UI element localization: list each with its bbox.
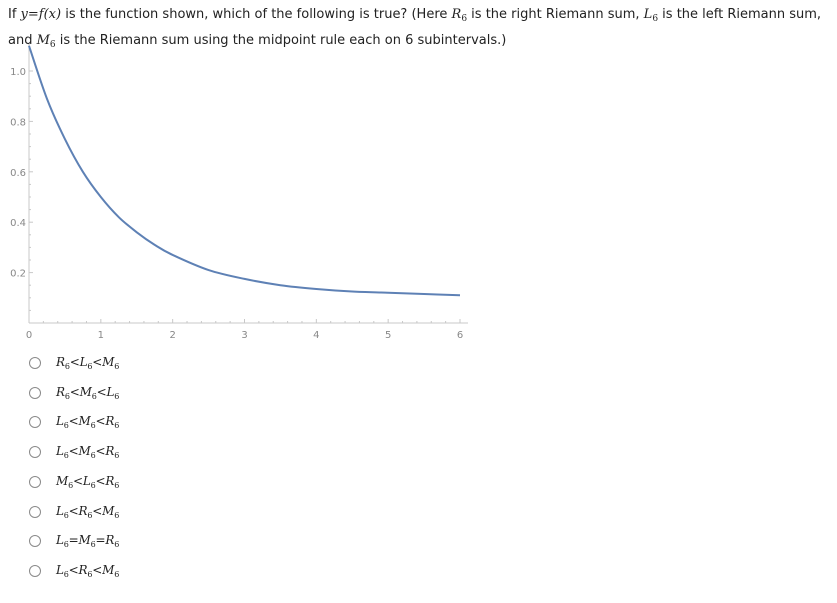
option-label [56,533,119,549]
radio-button[interactable] [29,535,41,547]
question-end: subintervals.) [413,33,507,48]
sum-subscript: 6 [90,480,96,490]
sum-symbol: R [78,562,88,577]
relation-symbol: = [95,533,106,548]
sum-symbol: R [105,473,115,488]
sum-subscript: 6 [63,540,69,550]
answer-option-8[interactable] [29,558,119,584]
answer-option-7[interactable] [29,528,119,554]
sum-symbol: M [79,384,92,399]
x-tick-label: 1 [97,330,105,341]
function-plot [0,44,480,354]
option-label [56,414,119,430]
y-tick-label: 0.8 [10,117,26,129]
sum-subscript: 6 [114,510,120,520]
sum-subscript: 6 [63,510,69,520]
relation-symbol: < [68,562,79,577]
sum-subscript: 6 [114,421,120,431]
option-label [56,385,119,401]
answer-option-3[interactable] [29,409,119,435]
radio-button[interactable] [29,446,41,458]
sum-symbol: L [56,414,64,429]
radio-button[interactable] [29,476,41,488]
sum-subscript: 6 [64,362,70,371]
relation-symbol: < [95,444,106,459]
sum-subscript: 6 [63,569,69,579]
function-expr: y=f(x) [20,7,62,22]
question-part-4: is the Riemann sum using the midpoint rule each on [55,33,406,48]
sum-symbol: M [78,444,91,459]
x-tick-label: 2 [169,330,176,341]
sum-subscript: 6 [90,540,96,550]
sum-symbol: M [102,562,115,577]
sum-symbol: R [105,414,115,429]
option-label [56,474,119,490]
sum-symbol: R [105,444,115,459]
x-tick-label: 3 [241,330,248,341]
right-sum-letter: R [451,7,462,22]
relation-symbol: < [72,473,83,488]
x-tick-label: 5 [384,330,392,341]
relation-symbol: < [95,414,106,429]
answer-option-2[interactable] [29,380,119,406]
question-part-3: is the left Riemann sum, and [8,7,822,48]
sum-subscript: 6 [64,391,70,401]
sum-symbol: R [78,503,88,518]
answer-option-6[interactable] [29,499,119,525]
radio-button[interactable] [29,416,41,428]
sum-subscript: 6 [63,421,69,431]
sum-symbol: R [56,384,65,399]
relation-symbol: < [92,503,103,518]
sum-subscript: 6 [114,362,120,371]
question-intro: If [8,7,21,22]
relation-symbol: < [95,473,106,488]
radio-button[interactable] [29,506,41,518]
left-sum-letter: L [643,7,653,22]
sum-subscript: 6 [87,510,93,520]
sum-symbol: L [106,384,115,399]
x-tick-label: 6 [456,330,464,341]
sum-subscript: 6 [114,391,120,401]
plot-ticks [10,67,463,341]
y-tick-label: 0.4 [10,218,26,230]
sum-symbol: M [78,533,91,548]
sum-subscript: 6 [114,451,120,461]
sum-symbol: M [102,355,115,369]
relation-symbol: < [92,562,103,577]
relation-symbol: < [96,384,107,399]
right-sum-subscript: 6 [461,14,468,24]
answer-option-4[interactable] [29,439,119,465]
option-label [56,563,119,579]
option-label [56,444,119,460]
relation-symbol: < [69,355,80,369]
relation-symbol: < [68,444,79,459]
option-label [56,504,119,520]
radio-button[interactable] [29,565,41,577]
x-tick-label: 0 [25,330,33,341]
sum-symbol: R [105,533,115,548]
answer-option-5[interactable] [29,469,119,495]
option-label [56,355,119,371]
sum-symbol: L [56,444,64,459]
answer-option-1[interactable] [29,350,119,376]
relation-symbol: = [68,533,79,548]
relation-symbol: < [68,414,79,429]
plot-axes [29,44,468,323]
sum-subscript: 6 [114,540,120,550]
function-curve [29,46,460,295]
relation-symbol: < [92,355,103,369]
sum-symbol: M [102,503,115,518]
sum-subscript: 6 [91,391,97,401]
y-tick-label: 0.6 [10,167,26,179]
radio-button[interactable] [29,357,41,369]
left-sum-subscript: 6 [652,14,659,24]
y-tick-label: 1.0 [10,67,26,78]
sum-symbol: M [56,473,69,488]
sum-symbol: L [56,562,64,577]
sum-subscript: 6 [63,451,69,461]
relation-symbol: < [68,503,79,518]
sum-symbol: L [82,473,91,488]
sum-symbol: L [56,503,64,518]
sum-subscript: 6 [114,480,120,490]
question-part-2: is the right Riemann sum, [467,7,644,22]
sum-symbol: L [79,355,88,369]
sum-subscript: 6 [90,421,96,431]
sum-symbol: L [56,533,64,548]
right-sum-symbol [452,7,468,22]
sum-subscript: 6 [68,480,73,490]
subinterval-count: 6 [405,33,414,48]
relation-symbol: < [69,384,80,399]
y-tick-label: 0.2 [10,268,26,280]
left-sum-symbol [644,7,658,22]
question-part-1: is the function shown, which of the following is true? (Here [61,7,452,22]
radio-button[interactable] [29,387,41,399]
midpoint-sum-subscript: 6 [49,40,56,50]
sum-symbol: R [56,355,65,369]
sum-symbol: M [78,414,91,429]
midpoint-sum-letter: M [36,33,50,48]
sum-subscript: 6 [90,451,96,461]
sum-subscript: 6 [114,569,120,579]
x-tick-label: 4 [313,330,320,341]
sum-subscript: 6 [87,362,93,371]
sum-subscript: 6 [87,569,93,579]
